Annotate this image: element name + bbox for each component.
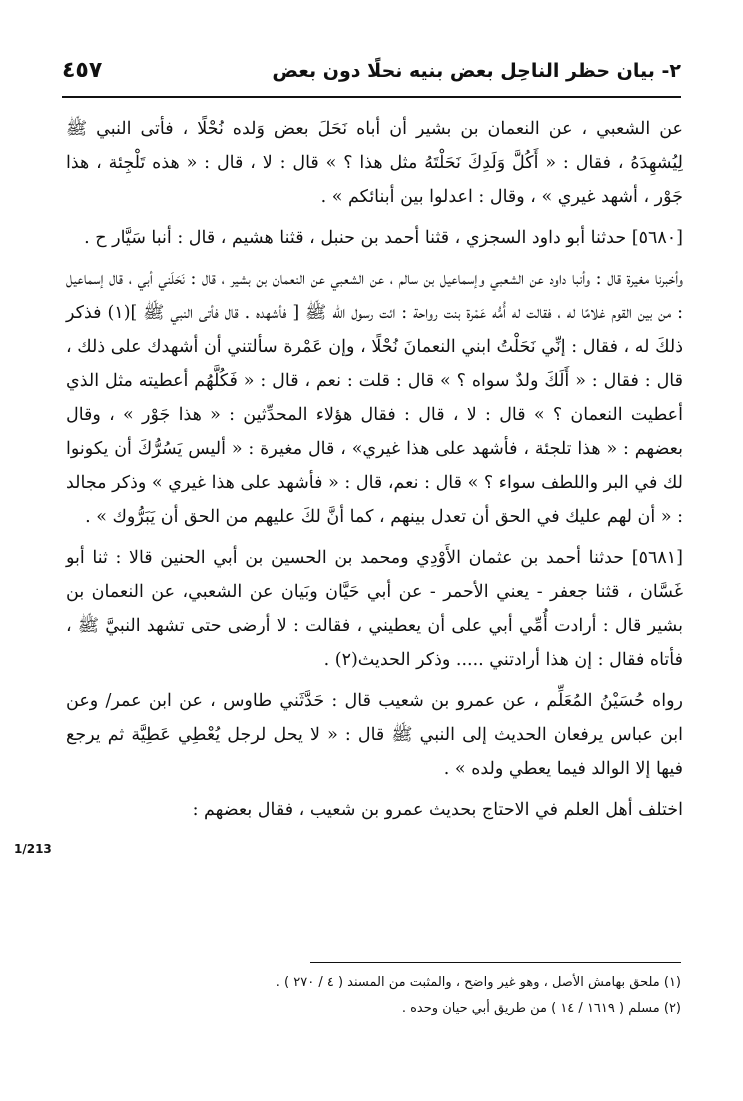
- paragraph-5680: [٥٦٨٠] حدثنا أبو داود السجزي ، قثنا أحمد بن حنبل ، قثنا هشيم ، قال : أنبا سَيَّار ح .: [84, 228, 683, 248]
- paragraph-5681: [٥٦٨١] حدثنا أحمد بن عثمان الأَوْدِي ومحمد بن الحسين بن أبي الحنين قالا : ثنا أبو غَسَّان ، قثنا جعفر - يعني الأحمر - عن أبي حَيَّان وبَيان عن الشعبي، عن النعمان بن بشير قال : أرادت أُمِّي أبي على أن يعطيني ، فقالت : لا أرضى حتى تشهد النبيَّ ﷺ ، فأتاه فقال : إن هذا أرادتني ..... وذكر الحديث(٢) .: [66, 548, 683, 670]
- paragraph-husayn: رواه حُسَيْنُ المُعَلِّم ، عن عمرو بن شعيب قال : حَدَّثَني طاوس ، عن ابن عمر/ وعن ابن عباس يرفعان الحديث إلى النبي ﷺ قال : « لا يحل لرجل يُعْطِي عَطِيَّة ثم يرجع فيها إلا الوالد فيما يعطي ولده » .: [66, 691, 683, 779]
- manuscript-folio-note: 1/213: [14, 842, 52, 856]
- footnote-2: (٢) مسلم ( ١٦١٩ / ١٤ ) من طريق أبي حيان وحده .: [401, 1001, 681, 1016]
- footnote-1: (١) ملحق بهامش الأصل ، وهو غير واضح ، والمثبت من المسند ( ٤ / ٢٧٠ ) .: [275, 975, 681, 990]
- paragraph-ikhtilaf: اختلف أهل العلم في الاحتاج بحديث عمرو بن شعيب ، فقال بعضهم :: [192, 800, 683, 820]
- main-text: [66, 112, 683, 951]
- paragraph-1: عن الشعبي ، عن النعمان بن بشير أن أباه نَحَلَ بعض وَلده نُحْلًا ، فأتى النبي ﷺ لِيُشهِدَهُ ، فقال : « أَكُلَّ وَلَدِكَ نَحَلْتَهُ مثل هذا ؟ » قال : لا ، قال : « هذه تَلْجِئة ، هذا جَوْر ، أشهد غيري » ، وقال : اعدلوا بين أبنائكم » .: [66, 119, 683, 207]
- page-number: ٤٥٧: [62, 58, 103, 83]
- running-header: [62, 56, 681, 98]
- paragraph-mughira: وأخبرنا مغيرة قال : وأنبا داود عن الشعبي وإسماعيل بن سالم ، عن الشعبي عن النعمان بن بشير ، قال : نَحَلَني أبي ، قال إسماعيل : من بين القوم غلامًا له ، فقالت له أُمُّه عَمْرة بنت رواحة : ائت رسول الله ﷺ [ فأشهده . قال فأتى النبي ﷺ ](١) فذكر ذلكَ له ، فقال : إنِّي نَحَلْتُ ابني النعمانَ نُحْلًا ، وإن عَمْرة سألتني أن أشهدك على ذلك ، قال : فقال : « أَلَكَ ولدٌ سواه ؟ » قال : قلت : نعم ، قال : « فَكُلَّهُم أعطيته مثل الذي أعطيت النعمان ؟ » قال : لا ، قال : فقال هؤلاء المحدِّثين : « هذا جَوْر » ، وقال بعضهم : « هذا تلجئة ، فأشهد على هذا غيري» ، قال مغيرة : « أليس يَسُرُّكَ أن يكونوا لك في البر واللطف سواء ؟ » قال : نعم، قال : « فأشهد على هذا غيري » وذكر مجالد : « أن لهم عليك في الحق أن تعدل بينهم ، كما أنَّ لكَ عليهم من الحق أن يَبَرُّوك » .: [66, 269, 683, 527]
- chapter-title: ٢- بيان حظر الناحِل بعض بنيه نحلًا دون بعض: [272, 60, 681, 82]
- footnote-divider: [310, 962, 681, 963]
- footnotes: [66, 970, 681, 1022]
